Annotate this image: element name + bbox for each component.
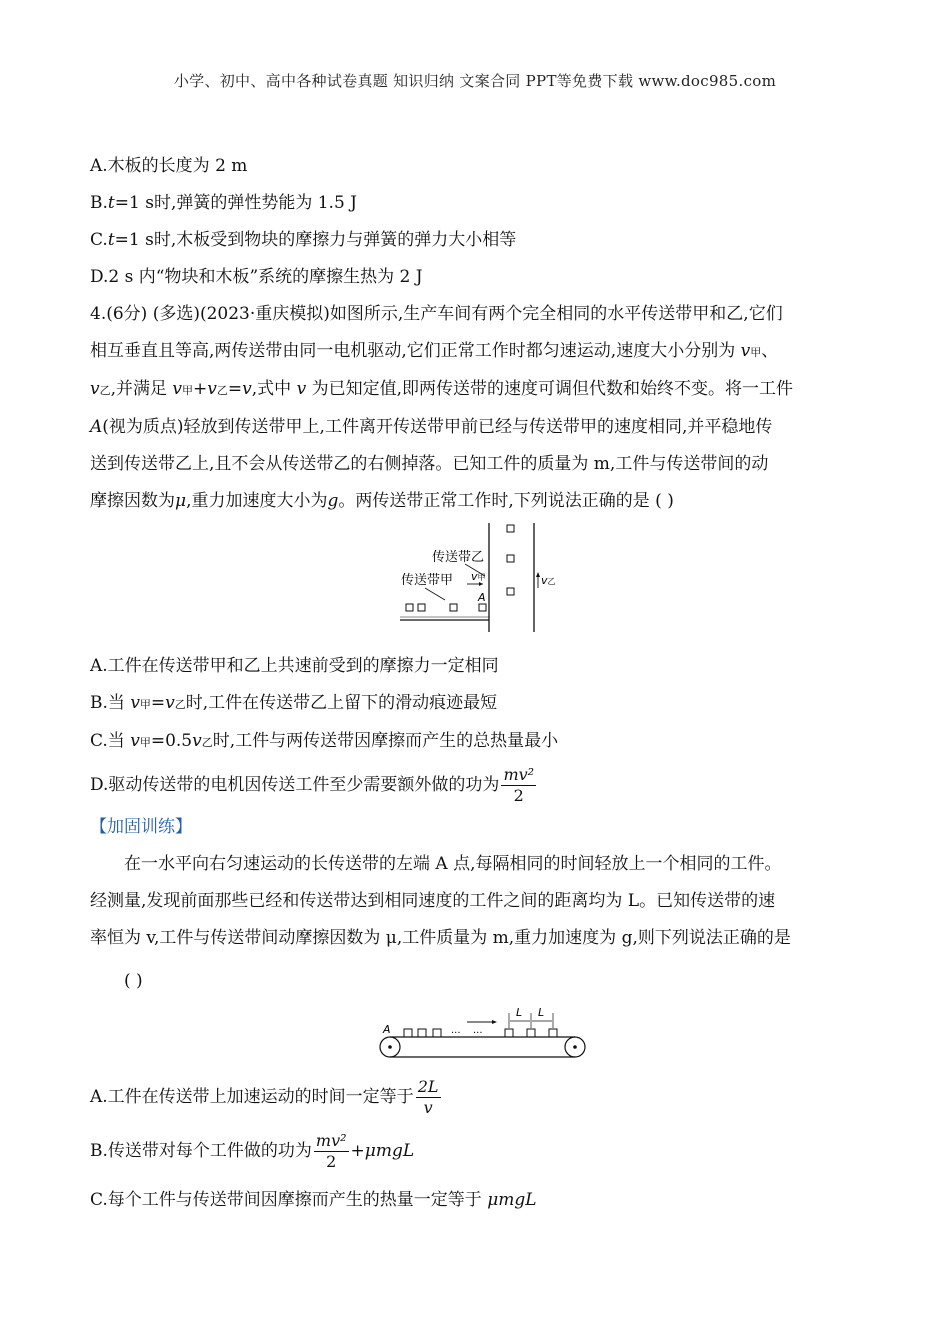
reinforce-heading: 【加固训练】: [90, 817, 192, 837]
reinforce-para-1: 在一水平向右匀速运动的长传送带的左端 A 点,每隔相同的时间轻放上一个相同的工件。: [124, 854, 782, 874]
workpiece: [549, 1029, 557, 1037]
q4-option-b: B.当 v甲=v乙时,工件在传送带乙上留下的滑动痕迹最短: [90, 693, 498, 713]
fraction: $\frac{\text{mv²}}{2}$: [503, 765, 535, 805]
workpiece: [505, 1029, 513, 1037]
q4-line-6: 摩擦因数为μ,重力加速度大小为g。两传送带正常工作时,下列说法正确的是 ( ): [90, 491, 674, 511]
workpiece: [507, 588, 514, 595]
workpiece: [507, 555, 514, 562]
q3-option-c: [90, 222, 880, 259]
ellipsis: ···: [451, 1028, 461, 1039]
workpiece: [404, 1029, 412, 1037]
q4-option-c: C.当 v甲=0.5v乙时,工件与两传送带因摩擦而产生的总热量最小: [90, 731, 559, 751]
var-t: t: [107, 193, 115, 213]
label-belt-jia: 传送带甲: [401, 573, 454, 588]
workpiece: [418, 1029, 426, 1037]
reinforce-option-c: C.每个工件与传送带间因摩擦而产生的热量一定等于 μmgL: [90, 1190, 537, 1210]
label-belt-yi: 传送带乙: [432, 550, 485, 565]
conveyor-diagram-2: [375, 1004, 595, 1064]
fraction: $\frac{\text{mv²}}{2}$: [315, 1131, 347, 1171]
velocity-yi-label: v乙: [541, 574, 556, 587]
q4-option-a: A.工件在传送带甲和乙上共速前受到的摩擦力一定相同: [90, 656, 499, 676]
q3-option-b: [90, 185, 880, 222]
velocity-jia-label: v甲: [471, 570, 486, 583]
document-body: [90, 148, 880, 1222]
q4-option-d: D.驱动传送带的电机因传送工件至少需要额外做的功为 $\frac{\text{mv²}}{2}$: [90, 765, 535, 805]
conveyor-diagram-1: [395, 520, 575, 638]
q3-option-d: D.2 s 内“物块和木板”系统的摩擦生热为 2 J: [90, 267, 423, 287]
reinforce-para-3: 率恒为 v,工件与传送带间动摩擦因数为 μ,工件质量为 m,重力加速度为 g,则下列说法正确的是: [90, 928, 791, 948]
ellipsis: ···: [473, 1028, 483, 1039]
q4-line-5: 送到传送带乙上,且不会从传送带乙的右侧掉落。已知工件的质量为 m,工件与传送带间的动: [90, 454, 769, 474]
q4-line-3: v乙,并满足 v甲+v乙=v,式中 v 为已知定值,即两传送带的速度可调但代数和始终不变。将一工件: [90, 379, 793, 399]
workpiece: [507, 525, 514, 532]
var-t: t: [107, 230, 115, 250]
fraction: $\frac{2L}{v}$: [417, 1077, 439, 1117]
option-letter: C.: [90, 230, 108, 250]
option-text: =1 s时,弹簧的弹性势能为 1.5 J: [114, 193, 357, 213]
option-letter: B.: [90, 193, 108, 213]
spacing-label: L: [538, 1006, 545, 1019]
q4-line-1: 4.(6分) (多选)(2023·重庆模拟)如图所示,生产车间有两个完全相同的水平传送带甲和乙,它们: [90, 304, 783, 324]
option-text: =1 s时,木板受到物块的摩擦力与弹簧的弹力大小相等: [114, 230, 517, 250]
spacing-label: L: [516, 1006, 523, 1019]
workpiece: [479, 604, 486, 611]
q3-option-a: A.木板的长度为 2 m: [90, 156, 248, 176]
workpiece: [450, 604, 457, 611]
reinforce-option-a: A.工件在传送带上加速运动的时间一定等于 $\frac{2L}{v}$: [90, 1077, 439, 1117]
workpiece: [527, 1029, 535, 1037]
q4-line-4: A(视为质点)轻放到传送带甲上,工件离开传送带甲前已经与传送带甲的速度相同,并平稳地传: [90, 417, 773, 437]
q4-line-2: 相互垂直且等高,两传送带由同一电机驱动,它们正常工作时都匀速运动,速度大小分别为 v甲、: [90, 341, 779, 361]
reinforce-option-b: B.传送带对每个工件做的功为 $\frac{\text{mv²}}{2}$ +μmgL: [90, 1131, 415, 1171]
point-a-label: A: [478, 591, 486, 604]
workpiece: [406, 604, 413, 611]
page-header: 小学、初中、高中各种试卷真题 知识归纳 文案合同 PPT等免费下载 www.doc985.com: [173, 72, 777, 90]
workpiece: [433, 1029, 441, 1037]
point-a-label: A: [383, 1023, 391, 1036]
reinforce-para-2: 经测量,发现前面那些已经和传送带达到相同速度的工件之间的距离均为 L。已知传送带的速: [90, 891, 776, 911]
reinforce-para-4: ( ): [124, 971, 143, 991]
workpiece: [418, 604, 425, 611]
